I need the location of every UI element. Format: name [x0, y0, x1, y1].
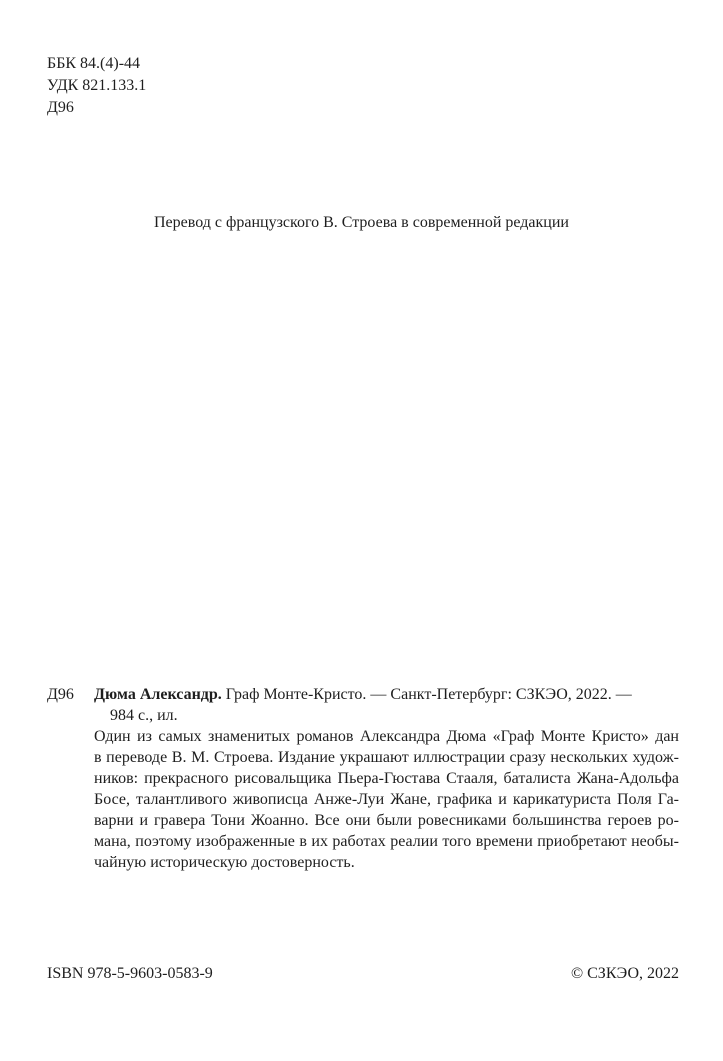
annotation-line: чайную историческую достоверность. — [94, 854, 355, 871]
card-author: Дюма Александр. — [94, 686, 222, 703]
classification-codes — [47, 53, 146, 119]
copyright: © СЗКЭО, 2022 — [570, 965, 679, 982]
isbn: ISBN 978-5-9603-0583-9 — [47, 965, 213, 982]
card-title-line — [94, 684, 679, 705]
annotation-line: варни и гравера Тони Жоанно. Все они были ровесниками большинства героев ро- — [94, 812, 679, 829]
annotation-line: Один из самых знаменитых романов Александра Дюма «Граф Монте Кристо» дан — [94, 728, 679, 745]
bbk-code: ББК 84.(4)-44 — [47, 55, 141, 72]
translation-note: Перевод с французского В. Строева в современной редакции — [153, 214, 569, 231]
card-title: Граф Монте-Кристо. — Санкт-Петербург: СЗКЭО, 2022. — — [225, 686, 632, 703]
annotation-line: мана, поэтому изображенные в их работах реалии того времени приобретают необы- — [94, 833, 679, 850]
card-annotation — [94, 726, 679, 873]
annotation-line: ников: прекрасного рисовальщика Пьера-Гюстава Стааля, баталиста Жана-Адольфа — [94, 770, 679, 787]
footer — [47, 963, 679, 985]
annotation-line: в переводе В. М. Строева. Издание украшают иллюстрации сразу нескольких худож- — [94, 749, 679, 766]
card-author-mark: Д96 — [47, 686, 74, 703]
udk-code: УДК 821.133.1 — [47, 77, 147, 94]
card-pages: 984 с., ил. — [110, 707, 178, 724]
bibliographic-card — [47, 684, 679, 873]
card-body — [94, 684, 679, 873]
author-mark: Д96 — [47, 99, 74, 116]
annotation-line: Босе, талантливого живописца Анже-Луи Жане, графика и карикатуриста Поля Га- — [94, 791, 679, 808]
